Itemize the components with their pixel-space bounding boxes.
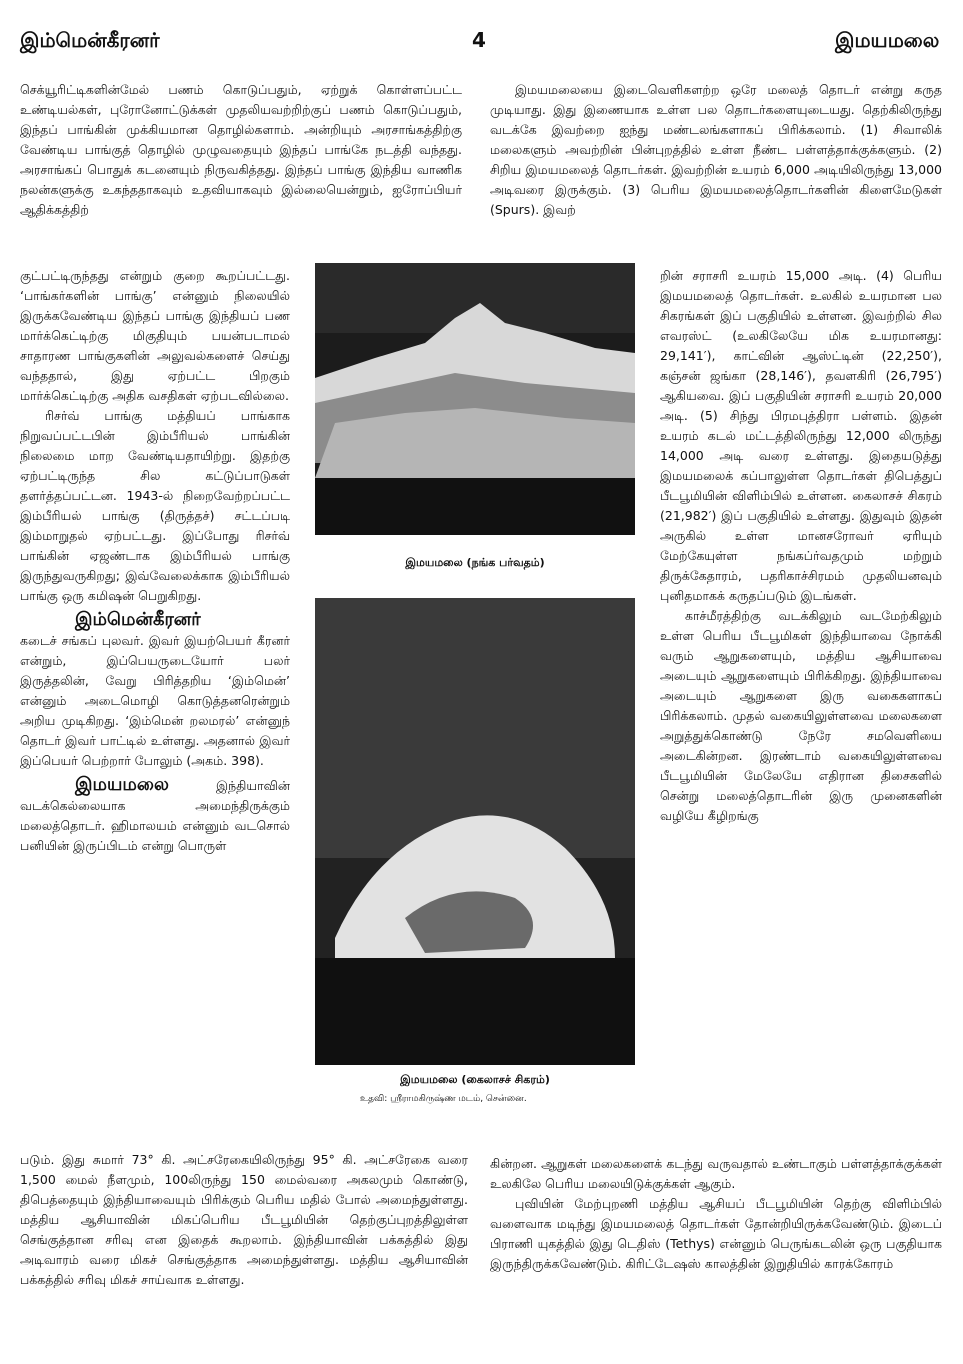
right-paragraph-1b: றின் சராசரி உயரம் 15,000 அடி. (4) பெரிய இமயமலைத் தொடர்கள். உலகில் உயரமான பல சிகரங்கள் இப் பகுதியில் உள்ளன. இவற்றில் சில எவரஸ்ட் (உலகிலேயே மிக உயரமானது: 29,141′), காட்வின் ஆஸ்ட்டின் (22,250′), கஞ்சன் ஜங்கா (28,146′), தவளகிரி (26,795′) ஆகியவை. இப் பகுதியின் சராசரி உயரம் 20,000 அடி. (5) சிந்து பிரமபுத்திரா பள்ளம். இதன் உயரம் கடல் மட்டத்திலிருந்து 12,000 லிருந்து 14,000 அடி வரை உள்ளது. இதையடுத்து இமயமலைக் கப்பாலுள்ள தொடர்கள் திபெத்துப் பீடபூமியின் விளிம்பில் உள்ளன. கைலாசச் சிகரம் (21,982′) இப் பகுதியில் உள்ளது. இதுவும் இதன் அருகில் உள்ள மானசரோவர் ஏரியும் மேற்கேயுள்ள நங்கப்ர்வதமும் மற்றும் திருக்கேதாரம், பதரிகாச்சிரமம் முதலியனவும் புனிதமாகக் கருதப்படும் இடங்கள். — [660, 268, 942, 603]
caption-nanga-parbat: இமயமலை (நங்க பர்வதம்) — [405, 556, 545, 569]
running-head-left: இம்மென்கீரனர் — [20, 28, 160, 52]
left-paragraph-bottom: படும். இது சுமார் 73° கி. அட்சரேகையிலிருந்து 95° கி. அட்சரேகை வரை 1,500 மைல் நீளமும், 100லிருந்து 150 மைல்வரை அகலமும் கொண்டு, திபெத்தையும் இந்தியாவையும் பிரிக்கும் பெரிய மதில் போல் அமைந்துள்ளது. மத்திய ஆசியாவின் மிகப்பெரிய பீடபூமியின் தெற்குப்புறத்திலுள்ள செங்குத்தான சரிவு என இதைக் கூறலாம். இந்தியாவின் பக்கத்தில் இது அடிவாரம் வரை மிகச் செங்குத்தாக அமைந்துள்ளது. மத்திய ஆசியாவின் பக்கத்தில் சரிவு மிகச் சாய்வாக உள்ளது. — [20, 1152, 468, 1287]
entry-title-immenkeeranar: இம்மென்கீரனர் — [75, 609, 201, 630]
right-paragraph-2: காச்மீரத்திற்கு வடக்கிலும் வடமேற்கிலும் உள்ள பெரிய பீடபூமிகள் இந்தியாவை நோக்கி வரும் ஆறுகளையும், மத்திய ஆசியாவை அடையும் ஆறுகளையும் பிரிக்கிறது. இந்தியாவை அடையும் ஆறுகளை இரு வகைகளாகப் பிரிக்கலாம். முதல் வகையிலுள்ளவை மலைகளை அறுத்துக்கொண்டு நேரே சமவெளியை அடைகின்றன. இரண்டாம் வகையிலுள்ளவை பீடபூமியின் மேலேயே எதிரான திசைகளில் சென்று மலைத்தொடரின் இரு முனைகளின் வழியே கீழிறங்கு — [660, 608, 942, 823]
entry-body-imayamalai-a: இந்தியாவின் வடக்கெல்லையாக அமைந்திருக்கும் மலைத்தொடர். ஹிமாலயம் என்னும் வடசொல் பனியின் இருப்பிடம் என்று பொருள் — [20, 778, 290, 853]
left-paragraph-3: ரிசர்வ் பாங்கு மத்தியப் பாங்காக நிறுவப்பட்டபின் இம்பீரியல் பாங்கின் நிலைமை மாற வேண்டியதாயிற்று. இதற்கு ஏற்பட்டிருந்த சில கட்டுப்பாடுகள் தளர்த்தப்பட்டன. 1943-ல் நிறைவேற்றப்பட்ட இம்பீரியல் பாங்கு (திருத்தச்) சட்டப்படி இம்மாறுதல் ஏற்பட்டது. இப்போது ரிசர்வ் பாங்கின் ஏஜண்டாக இம்பீரியல் பாங்கு இருந்துவருகிறது; இவ்வேலைக்காக இம்பீரியல் பாங்கு ஒரு கமிஷன் பெறுகிறது. — [20, 408, 290, 603]
photo-nanga-parbat — [315, 263, 635, 535]
caption-kailash-peak: இமயமலை (கைலாசச் சிகரம்) — [400, 1073, 550, 1086]
photo-credit: உதவி: ஸ்ரீராமகிருஷ்ண மடம், சென்னை. — [360, 1094, 527, 1104]
left-paragraph-2: குட்பட்டிருந்தது என்றும் குறை கூறப்பட்டது. ‘பாங்கர்களின் பாங்கு’ என்னும் நிலையில் இருக்கவேண்டிய இந்தப் பாங்கு இந்தியப் பண மார்க்கெட்டிற்கு மிகுதியும் பயன்படாமல் சாதாரண பாங்குகளின் அலுவல்களைச் செய்து வந்ததால், இது ஏற்பட்ட பிறகும் மார்க்கெட்டிற்கு அதிக வசதிகள் ஏற்படவில்லை. — [20, 268, 290, 403]
right-bottom-block — [490, 1154, 942, 1350]
right-paragraph-1: இமயமலையை இடைவெளிகளற்ற ஒரே மலைத் தொடர் என்று கருத முடியாது. இது இணையாக உள்ள பல தொடர்களையுடையது. தெற்கிலிருந்து வடக்கே இவற்றை ஐந்து மண்டலங்களாகப் பிரிக்கலாம். (1) சிவாலிக் மலைகளும் அவற்றின் பின்புறத்தில் உள்ள நீண்ட பள்ளத்தாக்குக்களும். (2) சிறிய இமயமலைத் தொடர்கள். இவற்றின் உயரம் 6,000 அடியிலிருந்து 13,000 அடிவரை இருக்கும். (3) பெரிய இமயமலைத்தொடர்களின் கிளைமேடுகள் (Spurs). இவற் — [490, 82, 942, 217]
photo-kailash-peak — [315, 598, 635, 1065]
right-narrow-column — [660, 266, 942, 1154]
left-paragraph-1: செக்யூரிட்டிகளின்மேல் பணம் கொடுப்பதும், ஏற்றுக் கொள்ளப்பட்ட உண்டியல்கள், புரோனோட்டுக்கள் முதலியவற்றிற்குப் பணம் கொடுப்பதும், இந்தப் பாங்கின் முக்கியமான தொழில்களாம். அன்றியும் அரசாங்கத்திற்கு வேண்டிய பாங்குத் தொழில் முழுவதையும் இந்தப் பாங்கே நடத்தி வந்தது. அரசாங்கப் பொதுக் கடனையும் நிருவகித்தது. இந்தப் பாங்கு இந்திய வாணிக நலன்களுக்கு உகந்ததாகவும் உதவியாகவும் இல்லையென்றும், ஐரோப்பியர் ஆதிக்கத்திற் — [20, 82, 462, 217]
left-narrow-column — [20, 266, 290, 1146]
page-number: 4 — [472, 28, 486, 52]
right-paragraph-2b: கின்றன. ஆறுகள் மலைகளைக் கடந்து வருவதால் உண்டாகும் பள்ளத்தாக்குக்கள் உலகிலே பெரிய மலையிடுக்குக்கள் ஆகும். — [490, 1156, 942, 1191]
right-paragraph-3: புவியின் மேற்புறணி மத்திய ஆசியப் பீடபூமியின் தெற்கு விளிம்பில் வளைவாக மடிந்து இமயமலைத் தொடர்கள் தோன்றியிருக்கவேண்டும். இடைப் பிராணி யுகத்தில் இது டெதிஸ் (Tethys) என்னும் பெருங்கடலின் ஒரு பகுதியாக இருந்திருக்கவேண்டும். கிரிட்டேஷஸ் காலத்தின் இறுதியில் காரக்கோரம் — [490, 1196, 942, 1271]
entry-title-imayamalai: இமயமலை — [75, 774, 169, 795]
entry-body-immenkeeranar: கடைச் சங்கப் புலவர். இவர் இயற்பெயர் கீரனர் என்றும், இப்பெயருடையோர் பலர் இருத்தலின், வேறு பிரித்தறிய ‘இம்மென்’ என்னும் அடைமொழி கொடுத்தனரென்றும் அறிய முடிகிறது. ‘இம்மென் றலமரல்’ என்னுந் தொடர் இவர் பாட்டில் உள்ளது. அதனால் இவர் இப்பெயர் பெற்றார் போலும் (அகம். 398). — [20, 633, 290, 768]
running-head-right: இமயமலை — [835, 28, 940, 52]
